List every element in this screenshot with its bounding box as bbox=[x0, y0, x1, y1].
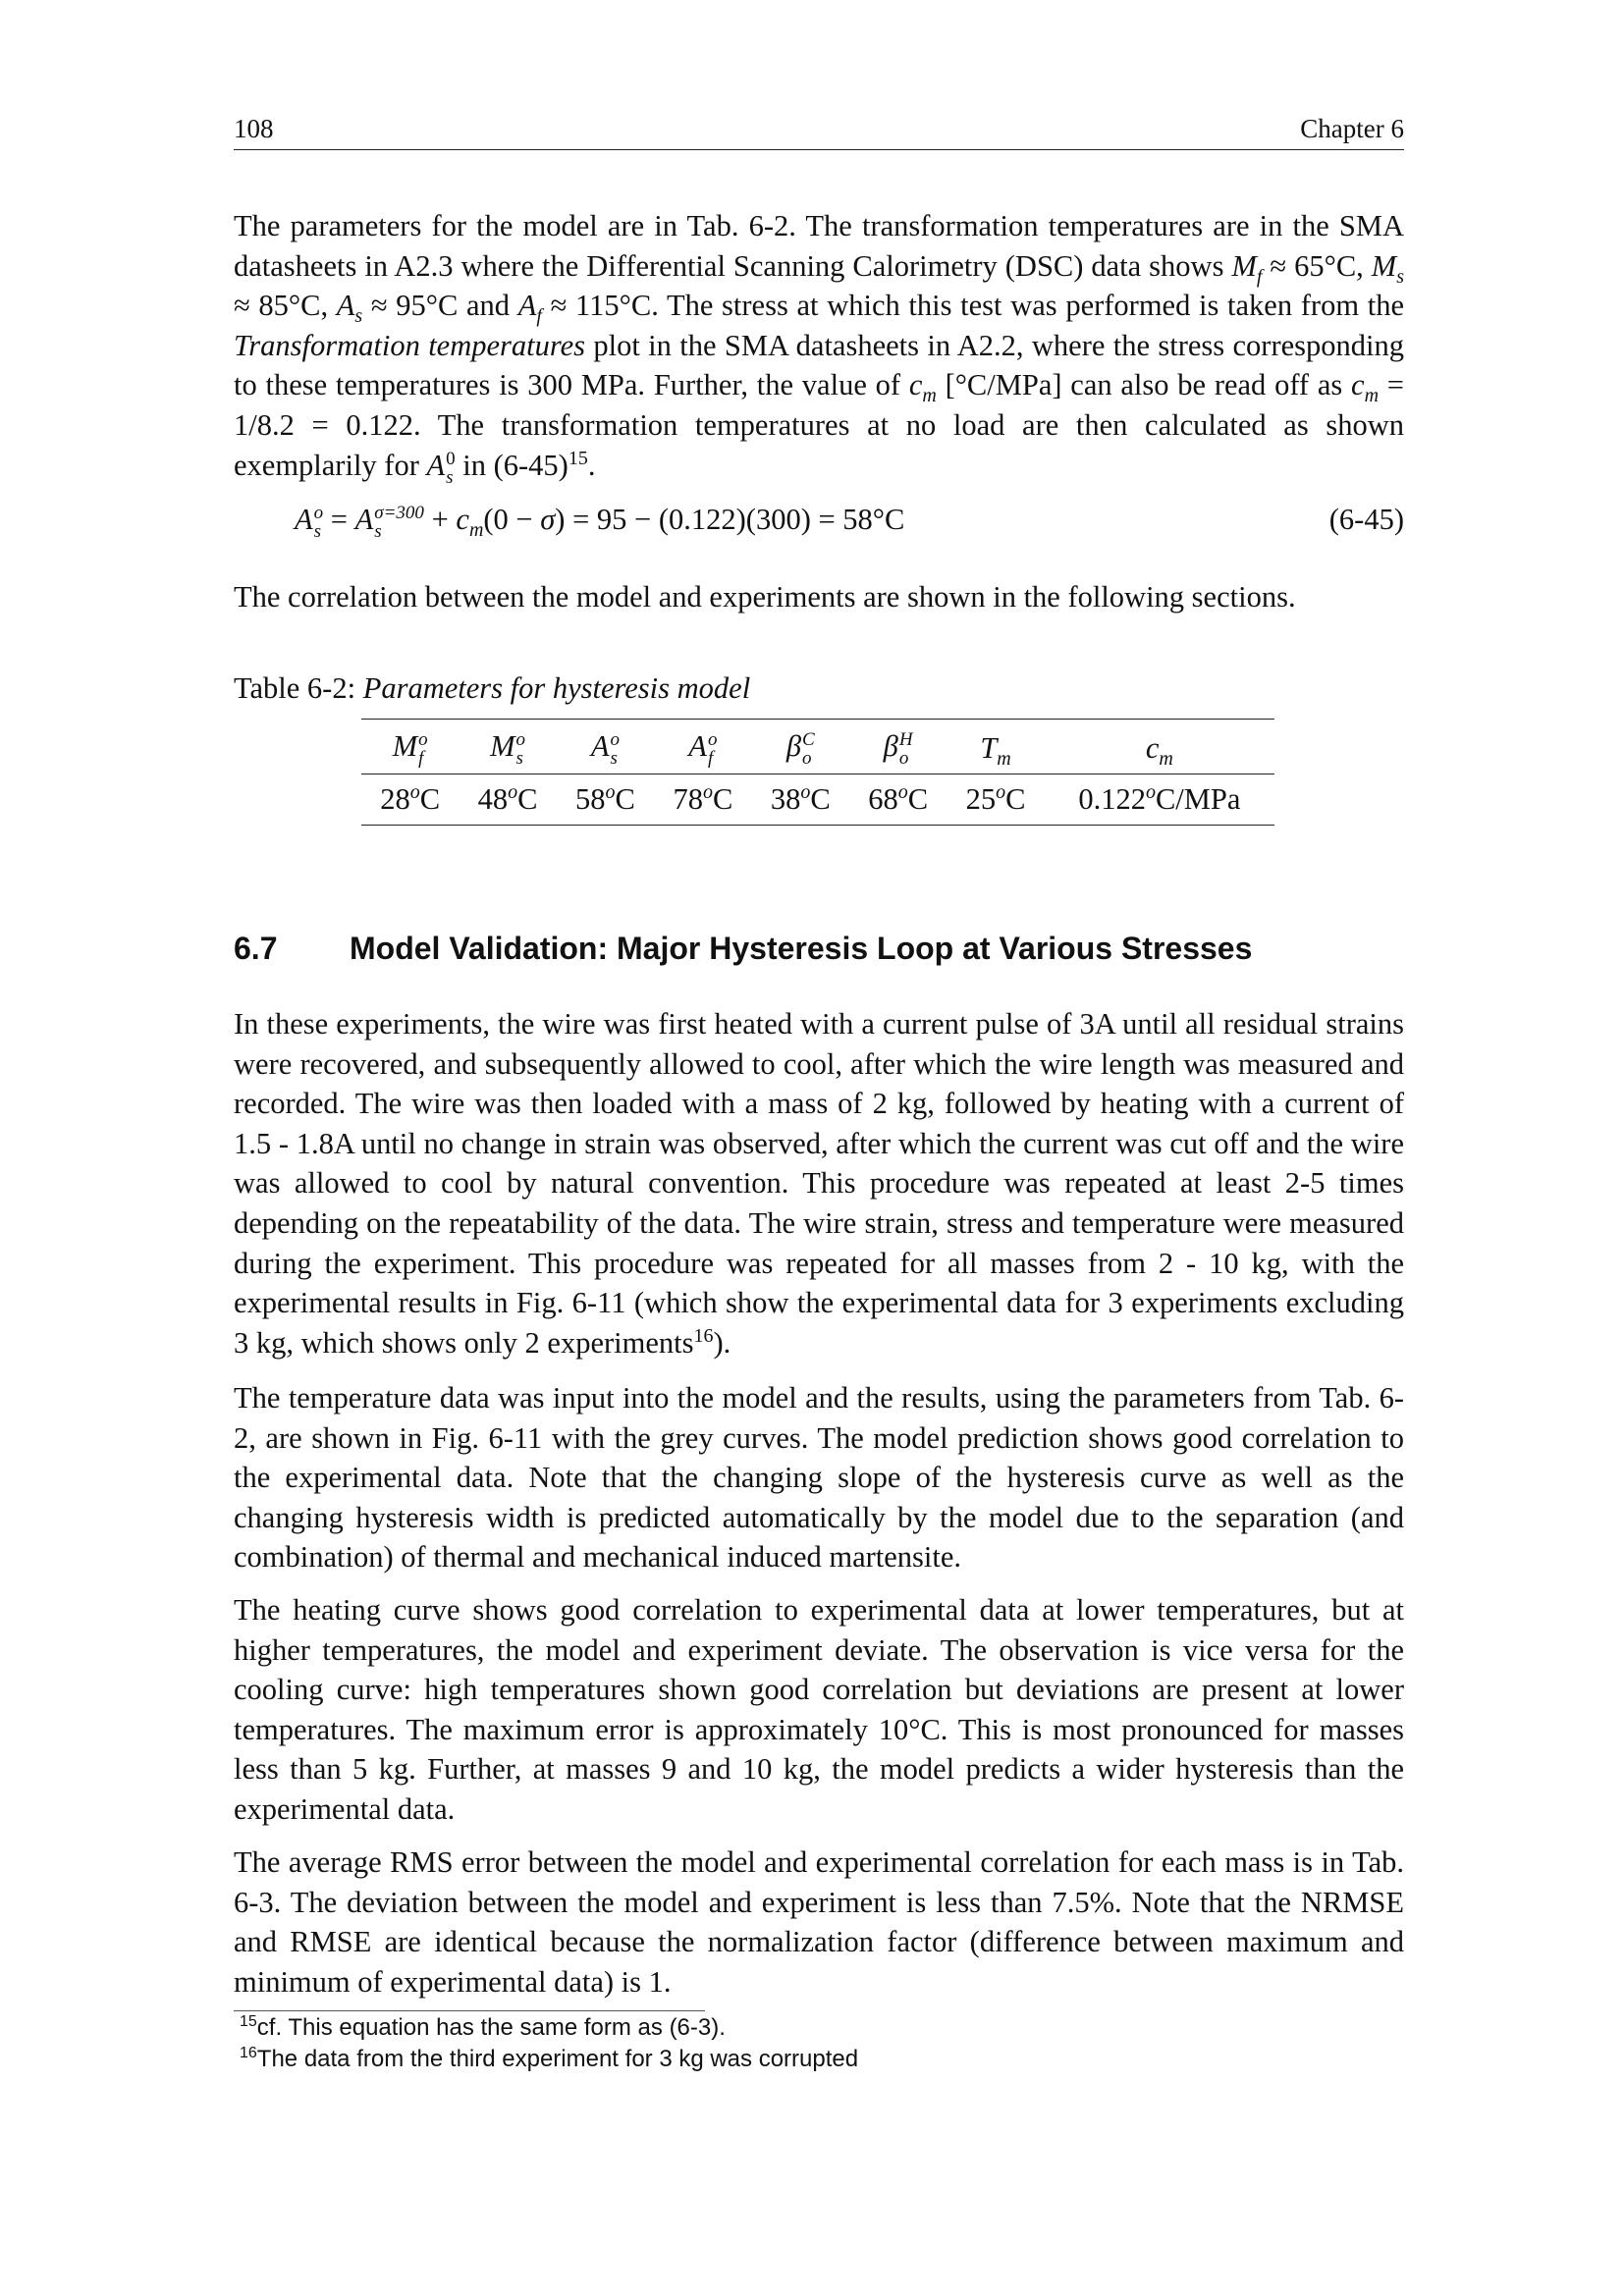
running-header bbox=[234, 110, 1404, 150]
table-cell: 58$^o$C bbox=[575, 780, 635, 816]
table-header-cell: M o s bbox=[459, 720, 556, 774]
table-cell: 38$^o$C bbox=[770, 780, 831, 816]
page-number: 108 bbox=[234, 114, 274, 143]
section-number: 6.7 bbox=[234, 931, 278, 966]
table-row bbox=[361, 774, 1274, 826]
table-cell: 48$^o$C bbox=[477, 780, 538, 816]
section-title: Model Validation: Major Hysteresis Loop at Various Stresses bbox=[350, 931, 1253, 966]
table-cell: 25$^o$C bbox=[965, 780, 1026, 816]
footnote-15: $^{15}$cf. This equation has the same form as (6-3). bbox=[240, 2013, 726, 2041]
table-cell: 0.122$^o$C/MPa bbox=[1078, 780, 1241, 816]
table-caption: Table 6-2: Parameters for hysteresis model bbox=[234, 671, 751, 705]
table-header-row bbox=[361, 720, 1274, 774]
table-cell: 28$^o$C bbox=[380, 780, 441, 816]
table-header-cell: β H o bbox=[849, 720, 947, 774]
paragraph-experiments: In these experiments, the wire was first heated with a current pulse of 3A until all residual strains were recovered, and subsequently allowed to cool, after which the wire length was measured and recorded. The wire was then loaded with a mass of 2 kg, followed by heating with a current of 1.5 - 1.8A until no change in strain was observed, after which the current was cut off and the wire was allowed to cool by natural convention. This procedure was repeated at least 2-5 times depending on the repeatability of the data. The wire strain, stress and temperature were measured during the experiment. This procedure was repeated for all masses from 2 - 10 kg, with the experimental results in Fig. 6-11 (which show the experimental data for 3 experiments excluding 3 kg, which shows only 2 experiments$^{16}$). bbox=[234, 1007, 1404, 1360]
table-cell: 68$^o$C bbox=[868, 780, 929, 816]
footnote-16: $^{16}$The data from the third experiment for 3 kg was corrupted bbox=[240, 2045, 859, 2072]
chapter-label: Chapter 6 bbox=[1300, 114, 1404, 143]
table-header-cell: $c_m$ bbox=[1045, 720, 1274, 774]
table-header-cell: β C o bbox=[752, 720, 849, 774]
paragraph-temperature-data: The temperature data was input into the model and the results, using the parameters from Tab. 6-2, are shown in Fig. 6-11 with the grey curves. The model prediction shows good correlation to the experimental data. Note that the changing slope of the hysteresis curve as well as the changing hysteresis width is predicted automatically by the model due to the separation (and combination) of thermal and mechanical induced martensite. bbox=[234, 1381, 1404, 1575]
table-header-cell: A o s bbox=[557, 720, 654, 774]
footnote-divider bbox=[234, 2010, 705, 2011]
paragraph-heating-curve: The heating curve shows good correlation to experimental data at lower temperatures, but at higher temperatures, the model and experiment deviate. The observation is vice versa for the cooling curve: high temperatures shown good correlation but deviations are present at lower temperatures. The maximum error is approximately 10°C. This is most pronounced for masses less than 5 kg. Further, at masses 9 and 10 kg, the model predicts a wider hysteresis than the experimental data. bbox=[234, 1593, 1404, 1826]
equation-6-45: A o s = A σ=300 s + $c_m(0 - \sigma) = 95 - (0.122)(300) = 58^\circ C$ (6-45) bbox=[295, 503, 1404, 542]
footnote-ref-15[interactable]: 15 bbox=[568, 447, 588, 469]
parameters-table bbox=[361, 719, 1274, 826]
paragraph-rms-error: The average RMS error between the model and experimental correlation for each mass is in Tab. 6-3. The deviation between the model and experiment is less than 7.5%. Note that the NRMSE and RMSE are identical because the normalization factor (difference between maximum and minimum of experimental data) is 1. bbox=[234, 1845, 1404, 1999]
intro-paragraph: The parameters for the model are in Tab. 6-2. The transformation temperatures are in the SMA datasheets in A2.3 where the Differential Scanning Calorimetry (DSC) data shows $M_f \approx 65^\circ C$, $M_s \approx 85^\circ C$, $A_s \approx 95^\circ C$ and $A_f \approx 115^\circ C$. The stress at which this test was performed is taken from the Transformation temperatures plot in the SMA datasheets in A2.2, where the stress corresponding to these temperatures is 300 MPa. Further, the value of $c_m$ [°C/MPa] can also be read off as $c_m = 1/8.2 = 0.122$. The transformation temperatures at no load are then calculated as shown exemplarily for A 0 s in $(6-45)^{15}$. bbox=[234, 209, 1404, 488]
table-cell: 78$^o$C bbox=[673, 780, 733, 816]
table-header-cell: A o f bbox=[654, 720, 751, 774]
footnote-ref-16[interactable]: 16 bbox=[693, 1324, 714, 1347]
correlation-sentence: The correlation between the model and experiments are shown in the following sections. bbox=[234, 580, 1296, 614]
equation-number: (6-45) bbox=[1328, 503, 1404, 536]
table-header-cell: $T_m$ bbox=[947, 720, 1044, 774]
table-header-cell: M o f bbox=[361, 720, 459, 774]
section-heading bbox=[234, 931, 1252, 967]
